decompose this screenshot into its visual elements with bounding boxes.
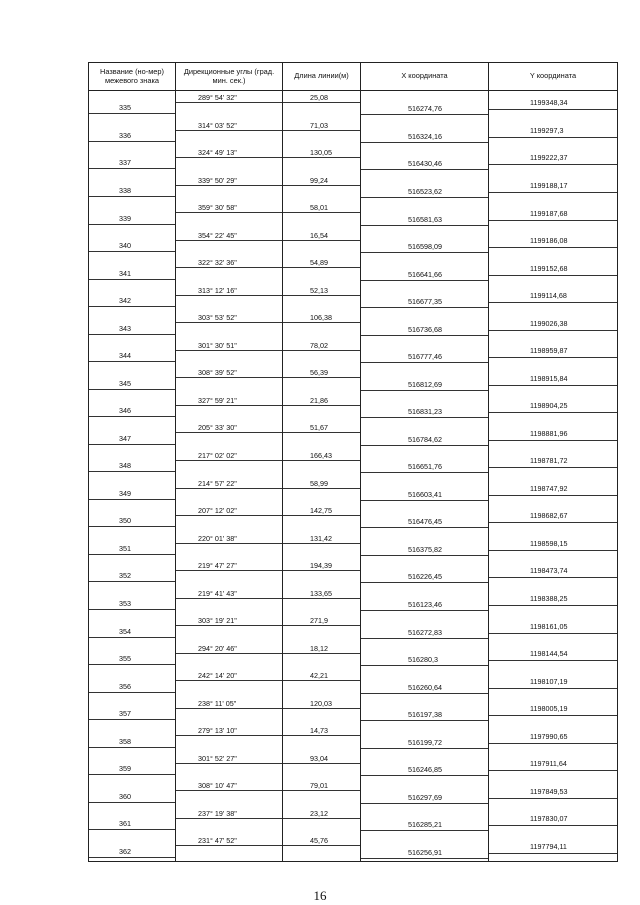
point-name: 356 [119, 681, 131, 691]
point-y: 1198682,67 [530, 511, 568, 521]
segment-underline [283, 488, 360, 489]
point-x: 516324,16 [408, 131, 442, 141]
point-y: 1197990,65 [530, 731, 568, 741]
point-y: 1198388,25 [530, 594, 568, 604]
point-x: 516274,76 [408, 104, 442, 114]
point-underline [489, 605, 617, 606]
segment-underline [283, 543, 360, 544]
point-x: 516523,62 [408, 186, 442, 196]
point-underline [89, 141, 175, 142]
segment-underline [283, 405, 360, 406]
point-underline [361, 500, 488, 501]
point-underline [361, 610, 488, 611]
point-underline [89, 224, 175, 225]
point-y: 1198959,87 [530, 346, 568, 356]
segment-length: 106,38 [310, 313, 332, 323]
segment-underline [176, 432, 282, 433]
segment-underline [283, 680, 360, 681]
point-underline [361, 445, 488, 446]
point-y: 1199348,34 [530, 98, 568, 108]
point-underline [489, 715, 617, 716]
point-y: 1198473,74 [530, 566, 568, 576]
point-y: 1199297,3 [530, 125, 564, 135]
segment-length: 51,67 [310, 423, 328, 433]
point-y: 1197911,64 [530, 759, 567, 769]
point-name: 340 [119, 241, 131, 251]
point-underline [89, 747, 175, 748]
segment-underline [283, 350, 360, 351]
point-name: 346 [119, 406, 131, 416]
point-underline [489, 247, 617, 248]
point-x: 516246,85 [408, 765, 442, 775]
header-y-coordinate: Y координата [488, 62, 618, 91]
point-underline [89, 389, 175, 390]
point-underline [361, 775, 488, 776]
point-y: 1198915,84 [530, 373, 568, 383]
point-underline [489, 633, 617, 634]
point-underline [89, 857, 175, 858]
point-x: 516285,21 [408, 820, 442, 830]
point-name: 361 [119, 819, 131, 829]
point-underline [89, 719, 175, 720]
point-x: 516581,63 [408, 214, 442, 224]
point-underline [89, 664, 175, 665]
point-x: 516598,09 [408, 242, 442, 252]
point-underline [89, 829, 175, 830]
point-underline [89, 306, 175, 307]
point-underline [489, 220, 617, 221]
point-underline [489, 798, 617, 799]
point-underline [361, 830, 488, 831]
point-name: 354 [119, 626, 131, 636]
segment-length: 71,03 [310, 120, 328, 130]
segment-angle: 294° 20' 46" [198, 643, 237, 653]
point-x: 516430,46 [408, 159, 442, 169]
point-x: 516199,72 [408, 737, 442, 747]
point-x: 516812,69 [408, 379, 442, 389]
point-name: 343 [119, 323, 131, 333]
point-underline [489, 825, 617, 826]
header-x-coordinate: X координата [360, 62, 489, 91]
point-underline [489, 357, 617, 358]
point-x: 516272,83 [408, 627, 442, 637]
point-underline [489, 522, 617, 523]
segment-angle: 237° 19' 38" [198, 808, 237, 818]
point-underline [361, 858, 488, 859]
segment-angle: 301° 52' 27" [198, 753, 237, 763]
point-underline [361, 638, 488, 639]
segment-angle: 303° 19' 21" [198, 616, 237, 626]
segment-angle: 279° 13' 10" [198, 726, 237, 736]
point-underline [361, 472, 488, 473]
header-point-name: Название (но-мер) межевого знака [88, 62, 176, 91]
point-name: 348 [119, 461, 131, 471]
segment-length: 54,89 [310, 258, 328, 268]
column-divider [175, 91, 176, 862]
point-underline [489, 853, 617, 854]
segment-underline [283, 598, 360, 599]
segment-underline [176, 598, 282, 599]
point-underline [361, 307, 488, 308]
point-underline [361, 417, 488, 418]
segment-underline [176, 405, 282, 406]
point-underline [89, 774, 175, 775]
segment-underline [176, 102, 282, 103]
point-x: 516226,45 [408, 572, 442, 582]
point-underline [489, 412, 617, 413]
segment-underline [176, 680, 282, 681]
point-underline [89, 279, 175, 280]
segment-underline [283, 322, 360, 323]
segment-angle: 214° 57' 22" [198, 478, 237, 488]
segment-length: 120,03 [310, 698, 332, 708]
segment-length: 194,39 [310, 561, 332, 571]
segment-angle: 324° 49' 13" [198, 148, 237, 158]
point-underline [361, 748, 488, 749]
segment-length: 42,21 [310, 671, 328, 681]
point-underline [489, 330, 617, 331]
segment-angle: 314° 03' 52" [198, 120, 237, 130]
segment-underline [283, 625, 360, 626]
segment-underline [283, 515, 360, 516]
segment-underline [283, 102, 360, 103]
point-underline [89, 416, 175, 417]
point-underline [89, 113, 175, 114]
header-directional-angles: Дирекционные углы (град. мин. сек.) [175, 62, 283, 91]
segment-length: 56,39 [310, 368, 328, 378]
point-underline [89, 471, 175, 472]
point-underline [489, 385, 617, 386]
segment-length: 78,02 [310, 340, 328, 350]
segment-angle: 289° 54' 32" [198, 93, 237, 102]
segment-length: 23,12 [310, 808, 328, 818]
segment-underline [176, 295, 282, 296]
segment-underline [283, 790, 360, 791]
segment-underline [176, 157, 282, 158]
segment-angle: 301° 30' 51" [198, 340, 237, 350]
point-underline [489, 688, 617, 689]
point-x: 516677,35 [408, 297, 442, 307]
segment-underline [176, 515, 282, 516]
page-number: 16 [313, 888, 327, 903]
point-y: 1198144,54 [530, 649, 568, 659]
segment-underline [283, 377, 360, 378]
point-x: 516777,46 [408, 352, 442, 362]
point-underline [361, 720, 488, 721]
point-underline [361, 693, 488, 694]
segment-length: 45,76 [310, 836, 328, 846]
segment-underline [283, 708, 360, 709]
segment-underline [176, 845, 282, 846]
point-x: 516197,38 [408, 710, 442, 720]
point-name: 351 [119, 543, 131, 553]
point-x: 516603,41 [408, 489, 442, 499]
point-x: 516260,64 [408, 682, 442, 692]
point-underline [489, 275, 617, 276]
segment-underline [283, 240, 360, 241]
point-underline [489, 660, 617, 661]
point-underline [489, 495, 617, 496]
segment-length: 16,54 [310, 230, 328, 240]
point-y: 1198005,19 [530, 704, 568, 714]
point-name: 353 [119, 599, 131, 609]
segment-length: 93,04 [310, 753, 328, 763]
point-name: 342 [119, 296, 131, 306]
point-underline [489, 440, 617, 441]
segment-length: 271,9 [310, 616, 328, 626]
segment-underline [176, 267, 282, 268]
segment-underline [283, 570, 360, 571]
point-name: 336 [119, 130, 131, 140]
point-underline [89, 334, 175, 335]
point-name: 352 [119, 571, 131, 581]
segment-underline [176, 543, 282, 544]
point-name: 341 [119, 268, 131, 278]
segment-angle: 327° 59' 21" [198, 395, 237, 405]
point-x: 516256,91 [408, 847, 442, 857]
table-border-bottom [88, 861, 618, 862]
segment-underline [283, 295, 360, 296]
segment-length: 130,05 [310, 148, 332, 158]
point-underline [89, 609, 175, 610]
point-underline [361, 335, 488, 336]
column-divider [360, 91, 361, 862]
segment-length: 133,65 [310, 588, 332, 598]
segment-length: 58,99 [310, 478, 328, 488]
segment-underline [176, 708, 282, 709]
segment-angle: 205° 33' 30" [198, 423, 237, 433]
point-name: 337 [119, 158, 131, 168]
point-underline [361, 280, 488, 281]
point-underline [89, 168, 175, 169]
segment-underline [176, 625, 282, 626]
segment-underline [283, 735, 360, 736]
segment-underline [176, 790, 282, 791]
segment-underline [283, 157, 360, 158]
segment-underline [283, 267, 360, 268]
point-underline [489, 743, 617, 744]
point-name: 339 [119, 213, 131, 223]
segment-length: 18,12 [310, 643, 328, 653]
point-name: 350 [119, 516, 131, 526]
column-divider [282, 91, 283, 862]
column-divider [488, 91, 489, 862]
point-underline [361, 225, 488, 226]
boundary-coordinates-table [88, 62, 618, 862]
point-y: 1198904,25 [530, 401, 568, 411]
point-x: 516476,45 [408, 517, 442, 527]
point-x: 516736,68 [408, 324, 442, 334]
point-name: 335 [119, 103, 131, 113]
segment-underline [176, 350, 282, 351]
point-underline [89, 526, 175, 527]
segment-angle: 207° 12' 02" [198, 506, 237, 516]
point-y: 1198881,96 [530, 428, 568, 438]
segment-underline [176, 322, 282, 323]
point-x: 516784,62 [408, 434, 442, 444]
segment-angle: 303° 53' 52" [198, 313, 237, 323]
point-name: 345 [119, 378, 131, 388]
segment-length: 25,08 [310, 93, 328, 102]
segment-length: 166,43 [310, 450, 332, 460]
point-x: 516651,76 [408, 462, 442, 472]
segment-angle: 313° 12' 16" [198, 285, 237, 295]
segment-angle: 359° 30' 58" [198, 203, 237, 213]
point-underline [89, 692, 175, 693]
point-y: 1197849,53 [530, 786, 568, 796]
segment-angle: 322° 32' 36" [198, 258, 237, 268]
point-y: 1198747,92 [530, 483, 568, 493]
point-name: 358 [119, 736, 131, 746]
point-x: 516297,69 [408, 792, 442, 802]
point-underline [489, 577, 617, 578]
point-y: 1199188,17 [530, 180, 568, 190]
segment-underline [283, 818, 360, 819]
point-underline [361, 169, 488, 170]
point-underline [489, 302, 617, 303]
segment-length: 79,01 [310, 781, 328, 791]
point-underline [89, 802, 175, 803]
point-y: 1198161,05 [530, 621, 568, 631]
point-underline [361, 362, 488, 363]
point-underline [361, 390, 488, 391]
point-y: 1199222,37 [530, 153, 568, 163]
segment-angle: 219° 47' 27" [198, 561, 237, 571]
point-underline [89, 499, 175, 500]
point-underline [89, 554, 175, 555]
segment-underline [176, 570, 282, 571]
segment-underline [176, 240, 282, 241]
point-name: 360 [119, 791, 131, 801]
point-underline [89, 196, 175, 197]
point-y: 1199026,38 [530, 318, 568, 328]
point-underline [361, 197, 488, 198]
segment-underline [283, 185, 360, 186]
segment-underline [176, 735, 282, 736]
table-border-right [617, 91, 618, 862]
segment-underline [283, 845, 360, 846]
segment-underline [176, 212, 282, 213]
point-y: 1197830,07 [530, 814, 568, 824]
segment-underline [176, 818, 282, 819]
point-x: 516831,23 [408, 407, 442, 417]
point-name: 344 [119, 351, 131, 361]
segment-length: 21,86 [310, 395, 328, 405]
point-underline [489, 164, 617, 165]
segment-underline [176, 185, 282, 186]
point-underline [89, 444, 175, 445]
point-underline [361, 582, 488, 583]
point-underline [361, 555, 488, 556]
point-name: 338 [119, 185, 131, 195]
point-underline [489, 550, 617, 551]
point-underline [361, 114, 488, 115]
point-name: 359 [119, 764, 131, 774]
point-underline [89, 581, 175, 582]
point-y: 1197794,11 [530, 841, 567, 851]
segment-underline [176, 488, 282, 489]
point-y: 1199114,68 [530, 291, 567, 301]
point-underline [361, 252, 488, 253]
point-y: 1199186,08 [530, 236, 568, 246]
point-underline [489, 770, 617, 771]
segment-underline [283, 130, 360, 131]
point-x: 516280,3 [408, 655, 438, 665]
point-underline [361, 142, 488, 143]
segment-length: 142,75 [310, 506, 332, 516]
segment-underline [283, 212, 360, 213]
header-line-length: Длина линии(м) [282, 62, 361, 91]
point-name: 349 [119, 488, 131, 498]
point-underline [89, 361, 175, 362]
segment-underline [283, 653, 360, 654]
segment-angle: 308° 10' 47" [198, 781, 237, 791]
segment-length: 131,42 [310, 533, 332, 543]
segment-angle: 339° 50' 29" [198, 175, 237, 185]
point-underline [489, 109, 617, 110]
point-y: 1199152,68 [530, 263, 568, 273]
point-y: 1198107,19 [530, 676, 568, 686]
point-name: 362 [119, 846, 131, 856]
point-underline [361, 665, 488, 666]
segment-angle: 308° 39' 52" [198, 368, 237, 378]
point-x: 516641,66 [408, 269, 442, 279]
point-y: 1199187,68 [530, 208, 568, 218]
segment-angle: 238° 11' 05" [198, 698, 237, 708]
point-name: 355 [119, 654, 131, 664]
point-underline [361, 527, 488, 528]
segment-underline [283, 763, 360, 764]
segment-underline [176, 460, 282, 461]
point-underline [489, 467, 617, 468]
segment-underline [176, 130, 282, 131]
point-underline [89, 251, 175, 252]
point-name: 357 [119, 709, 131, 719]
segment-angle: 242° 14' 20" [198, 671, 237, 681]
segment-angle: 220° 01' 38" [198, 533, 237, 543]
point-underline [89, 637, 175, 638]
segment-length: 14,73 [310, 726, 328, 736]
segment-length: 99,24 [310, 175, 328, 185]
segment-underline [176, 653, 282, 654]
point-name: 347 [119, 433, 131, 443]
point-x: 516375,82 [408, 544, 442, 554]
segment-angle: 354° 22' 45" [198, 230, 237, 240]
segment-angle: 219° 41' 43" [198, 588, 237, 598]
segment-angle: 231° 47' 52" [198, 836, 237, 846]
point-x: 516123,46 [408, 600, 442, 610]
point-underline [489, 192, 617, 193]
segment-underline [283, 432, 360, 433]
segment-length: 52,13 [310, 285, 328, 295]
segment-underline [176, 763, 282, 764]
point-underline [361, 803, 488, 804]
segment-angle: 217° 02' 02" [198, 450, 237, 460]
point-y: 1198598,15 [530, 538, 568, 548]
point-underline [489, 137, 617, 138]
segment-underline [176, 377, 282, 378]
segment-underline [283, 460, 360, 461]
point-y: 1198781,72 [530, 456, 568, 466]
segment-length: 58,01 [310, 203, 328, 213]
